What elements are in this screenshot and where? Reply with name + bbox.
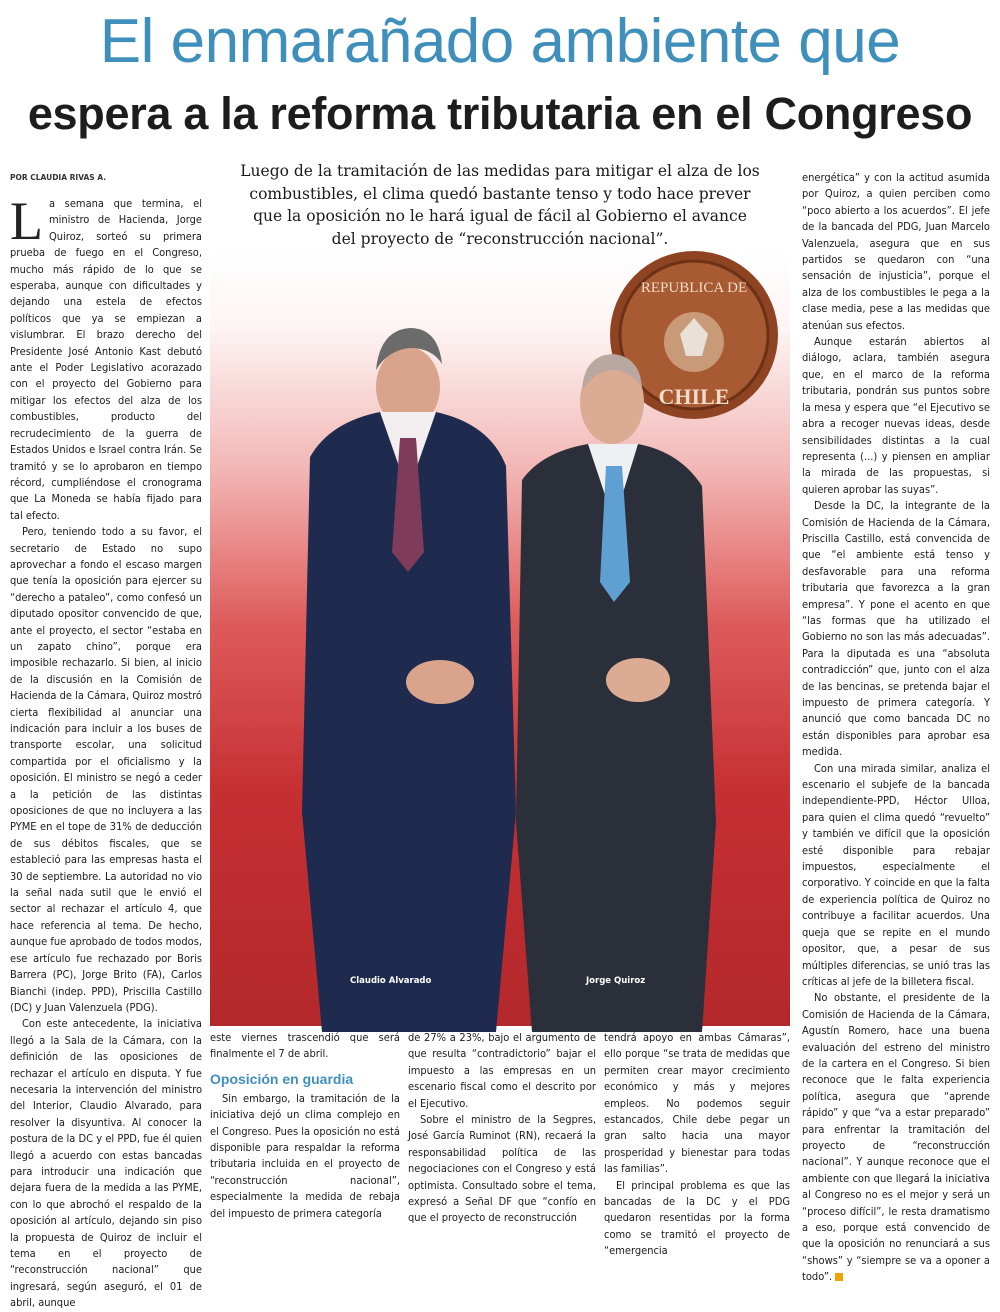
paragraph: este viernes trascendió que será finalmente el 7 de abril. bbox=[210, 1031, 400, 1061]
person-left bbox=[302, 328, 516, 1032]
headline-line2: espera a la reforma tributaria en el Congreso bbox=[27, 88, 973, 139]
paragraph: No obstante, el presidente de la Comisión de Hacienda de la Cámara, Agustín Romero, hace una buena evaluación del estreno del ministro de la cartera en el Congreso. Si bien reconoce que le falta experiencia política, asegura que “aprende rápido” y que “va a estar preparado” para enfrentar la tramitación del proyecto de “reconstrucción nacional”. Y aunque reconoce que el ambiente con que llegará la iniciativa al Congreso no es el mejor y será un “proceso difícil”, le resta dramatismo a eso, porque está convencido de que la oposición no renunciará a sus “shows” y “siempre se va a oponer a todo”. bbox=[802, 991, 990, 1284]
article-column-3 bbox=[408, 1030, 596, 1225]
article-column-4 bbox=[604, 1030, 790, 1258]
lead-paragraph: Luego de la tramitación de las medidas para mitigar el alza de los combustibles, el clima quedó bastante tenso y todo hace prever que la oposición no le hará igual de fácil al Gobierno el avance del proyecto de “reconstrucción nacional”. bbox=[240, 162, 760, 248]
paragraph: Con una mirada similar, analiza el escenario el subjefe de la bancada independiente-PPD, Héctor Ulloa, para quien el clima quedó “revuelto” y también ve difícil que la oposición esté disponible para rebajar impuestos, especialmente el corporativo. Y coincide en que la falta de experiencia política de Quiroz no contribuye a facilitar acuerdos. Una queja que se repite en el mundo opositor, que, a pesar de sus múltiples diferencias, se unió tras las críticas al jefe de la billetera fiscal. bbox=[802, 761, 990, 988]
person-right bbox=[516, 354, 716, 1032]
paragraph: Pero, teniendo todo a su favor, el secretario de Estado no supo aprovechar a fondo el escaso margen que tenía la oposición para ejercer su “derecho a pataleo”, como confesó un diputado opositor convencido de que, ante el proyecto, el sector “estaba en un zapato chino”, porque era imposible rechazarlo. Si bien, al inicio de la discusión en la Comisión de Hacienda de la Cámara, Quiroz mostró cierta flexibilidad al anunciar una indicación para incluir a los buses de transporte escolar, una solicitud compartida por el oficialismo y la oposición. El ministro se negó a ceder a la petición de las distintas oposiciones de que no incluyera a las PYME en el tope de 31% de deducción de sus débitos fiscales, que se estableció para las empresas hasta el 30 de septiembre. La autoridad no vio la señal nada sutil que le envió el sector al rechazar el artículo 4, que hace referencia al tema. De hecho, aunque fue aprobado de todos modos, ese artículo fue rechazado por Boris Barrera (PC), Jorge Brito (FA), Carlos Bianchi (indep. PPD), Priscilla Castillo (DC) y Juan Valenzuela (PDG). bbox=[10, 525, 202, 1014]
article-column-1 bbox=[10, 191, 202, 1310]
svg-text:CHILE: CHILE bbox=[658, 384, 730, 409]
paragraph: tendrá apoyo en ambas Cámaras”, ello porque “se trata de medidas que permiten crear mayor crecimiento económico y más y mejores empleos. No podemos seguir estancados, Chile debe pegar un gran salto hacia una mayor prosperidad y bienestar para todas las familias”. bbox=[604, 1031, 790, 1176]
paragraph: El principal problema es que las bancadas de la DC y el PDG quedaron resentidas por la forma como se tramitó el proyecto de “emergencia bbox=[604, 1178, 790, 1258]
article-photo bbox=[210, 252, 790, 1026]
headline-line1: El enmarañado ambiente que bbox=[99, 7, 901, 76]
paragraph: La semana que termina, el ministro de Hacienda, Jorge Quiroz, sorteó su primera prueba de fuego en el Congreso, mucho más rápido de lo que se esperaba, aunque con dificultades y dejando una estela de efectos políticos que ya se empiezan a vislumbrar. El brazo derecho del Presidente José Antonio Kast debutó ante el Poder Legislativo acorazado con el proyecto del Gobierno para mitigar los efectos del alza de los combustibles, producto del recrudecimiento de la guerra de Estados Unidos e Israel contra Irán. Se tramitó y se lo aprobaron en tiempo récord, cumpliéndose el cronograma que La Moneda se había fijado para tal efecto. bbox=[10, 191, 202, 522]
section-subhead: Oposición en guardia bbox=[210, 1070, 354, 1087]
article-column-right bbox=[802, 170, 990, 1284]
byline: POR CLAUDIA RIVAS A. bbox=[10, 173, 107, 182]
paragraph: Sin embargo, la tramitación de la iniciativa dejó un clima complejo en el Congreso. Pues la oposición no está disponible para respaldar la reforma tributaria incluida en el proyecto de “reconstrucción nacional”, especialmente la medida de rebaja del impuesto de primera categoría bbox=[210, 1091, 400, 1220]
paragraph: Sobre el ministro de la Segpres, José García Ruminot (RN), recaerá la responsabilidad política de las negociaciones con el Congreso y está optimista. Consultado sobre el tema, expresó a Señal DF que “confío en que el proyecto de reconstrucción bbox=[408, 1113, 596, 1225]
paragraph: de 27% a 23%, bajo el argumento de que resulta “contradictorio” bajar el impuesto a las empresas en un escenario fiscal como el descrito por el Ejecutivo. bbox=[408, 1031, 596, 1110]
paragraph: Aunque estarán abiertos al diálogo, aclara, también asegura que, en el marco de la reforma tributaria, pondrán sus puntos sobre la mesa y espera que “el Ejecutivo se abra a recoger nuevas ideas, desde sensibilidades distintas a la cual representa (...) y piensen en ampliar la mirada de las propuestas, si quieren aprobar las suyas”. bbox=[802, 335, 990, 496]
end-mark-icon bbox=[835, 1273, 843, 1281]
paragraph: Con este antecedente, la iniciativa llegó a la Sala de la Cámara, con la definición de las oposiciones de rechazar el artículo en disputa. Y fue necesaria la intervención del ministro del Interior, Claudio Alvarado, para resolver la disyuntiva. Al conocer la postura de la DC y el PPD, fue él quien llegó a acuerdo con estas bancadas para introducir una indicación que dejara fuera de la medida a las PYME, con lo que abrochó el respaldo de la oposición al artículo, dejando sin piso la propuesta de Quiroz de incluir el tema en el proyecto de “reconstrucción nacional” que ingresará, según aseguró, el 01 de abril, aunque bbox=[10, 1017, 202, 1310]
photo-caption-left: Claudio Alvarado bbox=[350, 976, 432, 986]
drop-cap: L bbox=[10, 191, 43, 251]
paragraph: energética” y con la actitud asumida por Quiroz, a quien perciben como “poco abierto a los acuerdos”. El jefe de la bancada del PDG, Juan Marcelo Valenzuela, asegura que en sus partidos se quedaron con “una sensación de injusticia”, porque el alza de los combustibles le pega a la clase media, pese a las medidas que atenúan sus efectos. bbox=[802, 171, 990, 332]
article-column-2 bbox=[210, 1030, 400, 1220]
paragraph: Desde la DC, la integrante de la Comisión de Hacienda de la Cámara, Priscilla Castillo, está convencida de que “el ambiente está tenso y desfavorable para una reforma tributaria que favorezca a la gran empresa”. Y pone el acento en que “las formas que ha utilizado el Gobierno no son las más adecuadas”. Para la diputada es una “absoluta contradicción” que, junto con el alza de las bencinas, se pretenda bajar el impuesto de primera categoría. Y anunció que como bancada DC no están disponibles para aprobar esa medida. bbox=[802, 499, 990, 759]
photo-caption-right: Jorge Quiroz bbox=[586, 976, 646, 986]
photo-illustration bbox=[210, 252, 790, 1026]
svg-text:REPUBLICA DE: REPUBLICA DE bbox=[640, 280, 748, 296]
